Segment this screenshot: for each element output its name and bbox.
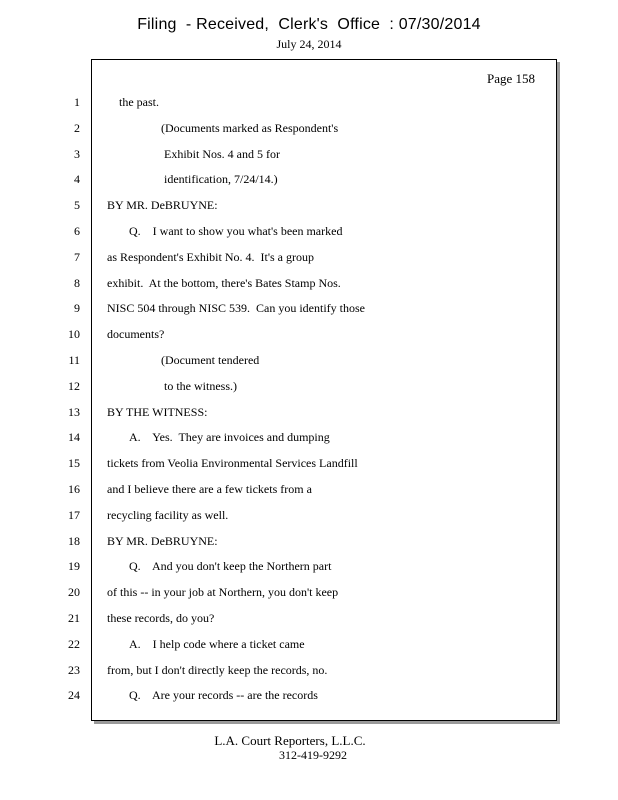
transcript-line: from, but I don't directly keep the records, no. — [107, 662, 328, 677]
transcript-line: these records, do you? — [107, 610, 215, 625]
transcript-line: documents? — [107, 327, 165, 342]
line-number: 10 — [68, 327, 80, 342]
line-number: 2 — [74, 120, 80, 135]
line-number: 3 — [74, 146, 80, 161]
reporter-phone: 312-419-9292 — [279, 748, 347, 762]
line-number: 19 — [68, 559, 80, 574]
line-number: 18 — [68, 533, 80, 548]
reporter-company: L.A. Court Reporters, L.L.C. — [214, 733, 366, 748]
line-number: 16 — [68, 481, 80, 496]
transcript-line: identification, 7/24/14.) — [164, 172, 278, 187]
transcript-line: BY MR. DeBRUYNE: — [107, 533, 218, 548]
line-number: 6 — [74, 223, 80, 238]
line-number: 24 — [68, 688, 80, 703]
line-number: 21 — [68, 610, 80, 625]
transcript-line: NISC 504 through NISC 539. Can you identify those — [107, 301, 365, 316]
line-number: 5 — [74, 198, 80, 213]
line-number: 20 — [68, 585, 80, 600]
transcript-line: and I believe there are a few tickets from a — [107, 481, 312, 496]
line-number: 4 — [74, 172, 80, 187]
transcript-line: A. Yes. They are invoices and dumping — [129, 430, 330, 445]
transcript-line: Exhibit Nos. 4 and 5 for — [164, 146, 280, 161]
transcript-line: BY THE WITNESS: — [107, 404, 208, 419]
page-number: Page 158 — [487, 71, 536, 86]
line-number: 23 — [68, 662, 80, 677]
transcript-line: of this -- in your job at Northern, you don't keep — [107, 585, 339, 600]
transcript-line: the past. — [119, 95, 159, 109]
line-number: 17 — [68, 507, 80, 522]
transcript-line: (Documents marked as Respondent's — [161, 120, 339, 135]
transcript-line: as Respondent's Exhibit No. 4. It's a group — [107, 249, 314, 264]
transcript-line: Q. I want to show you what's been marked — [129, 223, 343, 238]
line-number: 1 — [74, 95, 80, 109]
transcript-line: A. I help code where a ticket came — [129, 636, 305, 651]
filing-stamp: Filing - Received, Clerk's Office : 07/30/2014 — [137, 16, 481, 33]
transcript-line: recycling facility as well. — [107, 507, 229, 522]
line-number: 13 — [68, 404, 80, 419]
line-number: 7 — [74, 249, 80, 264]
line-number: 8 — [74, 275, 80, 290]
transcript-text — [107, 92, 547, 711]
line-number: 14 — [68, 430, 80, 445]
transcript-line: exhibit. At the bottom, there's Bates Stamp Nos. — [107, 275, 341, 290]
line-number-column — [56, 92, 80, 711]
transcript-line: (Document tendered — [161, 352, 260, 367]
line-number: 12 — [68, 378, 80, 393]
line-number: 22 — [68, 636, 80, 651]
transcript-line: Q. Are your records -- are the records — [129, 688, 318, 703]
line-number: 11 — [68, 352, 80, 367]
transcript-line: Q. And you don't keep the Northern part — [129, 559, 332, 574]
line-number: 9 — [74, 301, 80, 316]
line-number: 15 — [68, 456, 80, 471]
transcript-line: to the witness.) — [164, 378, 237, 393]
hearing-date: July 24, 2014 — [276, 37, 342, 51]
transcript-line: tickets from Veolia Environmental Services Landfill — [107, 456, 358, 471]
transcript-line: BY MR. DeBRUYNE: — [107, 198, 218, 213]
